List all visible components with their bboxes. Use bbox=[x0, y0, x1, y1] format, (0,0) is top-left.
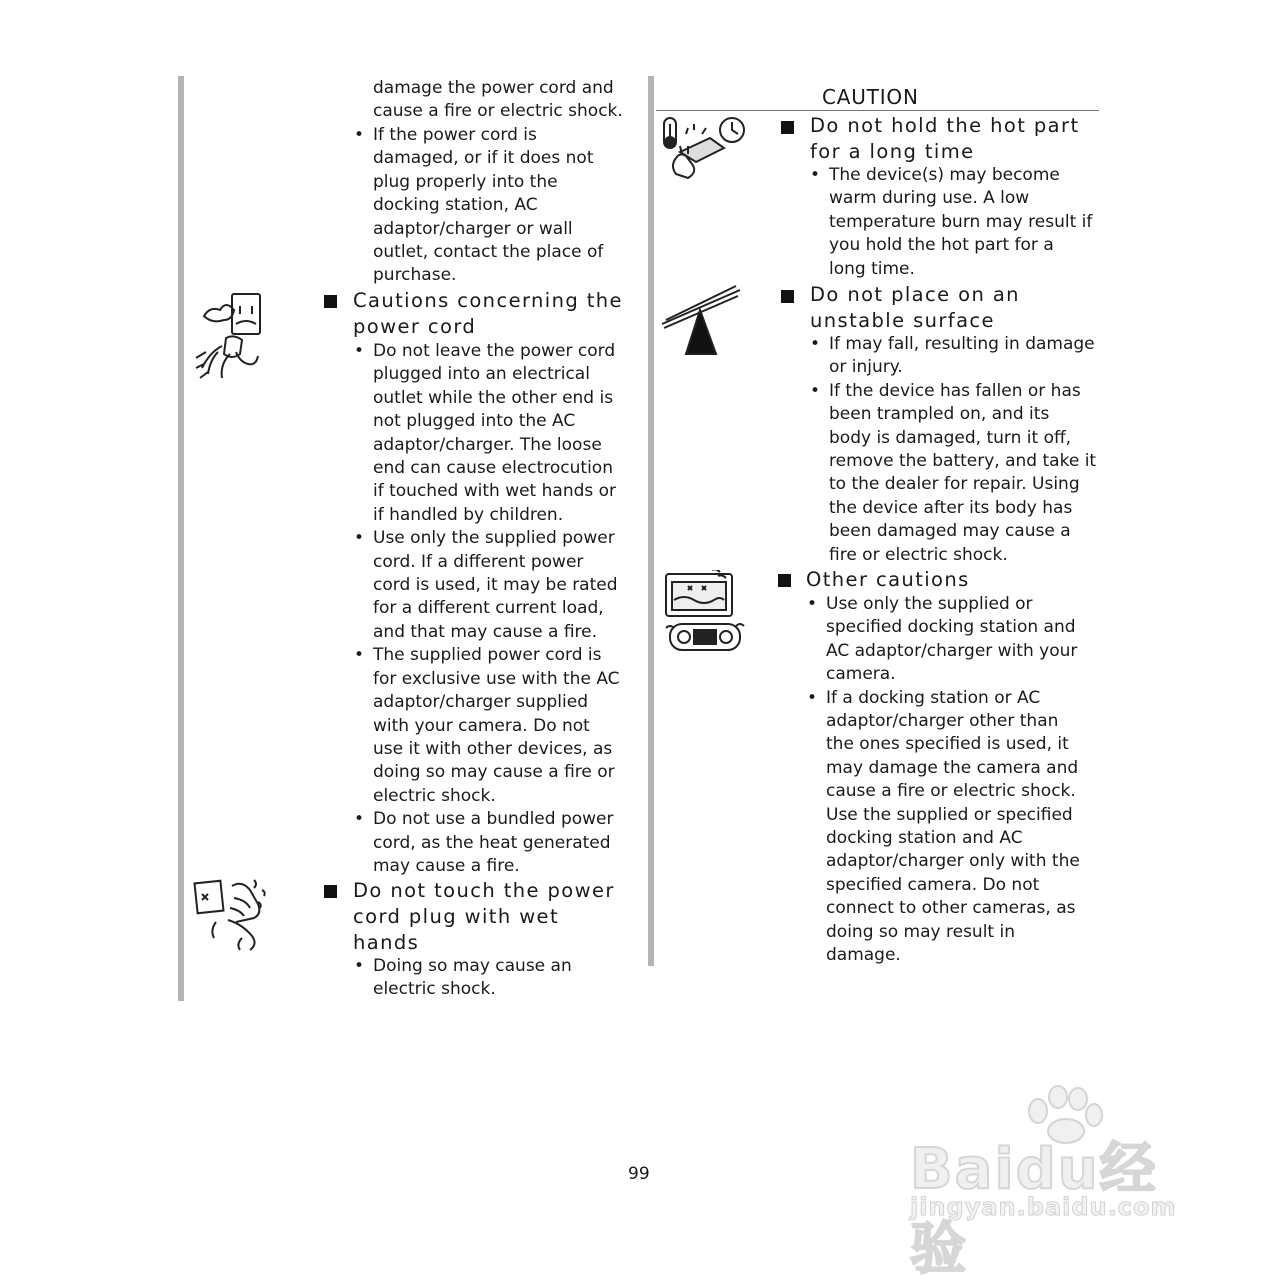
heading-line: Do not touch the power bbox=[353, 879, 615, 902]
baidu-watermark bbox=[900, 1085, 1210, 1282]
bullet-line: been trampled on, and its bbox=[829, 404, 1050, 425]
bullet-dot: • bbox=[810, 334, 821, 354]
bullet-dot: • bbox=[354, 809, 365, 830]
bullet-item bbox=[354, 527, 634, 644]
bullet-line: outlet, contact the place of bbox=[373, 242, 604, 263]
bullet-line: if touched with wet hands or bbox=[373, 481, 617, 502]
bullet-dot: • bbox=[810, 165, 821, 185]
bullet-item bbox=[810, 333, 1100, 380]
bullet-line: The supplied power cord is bbox=[373, 645, 602, 666]
caution-divider bbox=[656, 110, 1099, 111]
section-bullets bbox=[354, 955, 634, 1002]
bullet-dot: • bbox=[354, 956, 365, 976]
bullet-line: and that may cause a fire. bbox=[373, 621, 598, 642]
bullet-line: for exclusive use with the AC bbox=[373, 668, 620, 689]
bullet-line: not plugged into the AC bbox=[373, 411, 576, 432]
unstable-surface-icon bbox=[660, 284, 742, 356]
bullet-line: electric shock. bbox=[373, 979, 496, 1000]
bullet-line: plugged into an electrical bbox=[373, 364, 590, 385]
bullet-line: adaptor/charger other than bbox=[826, 711, 1059, 732]
bullet-line: If a docking station or AC bbox=[826, 687, 1041, 708]
bullet-line: adaptor/charger only with the bbox=[826, 851, 1080, 872]
text-line: cause a fire or electric shock. bbox=[373, 101, 623, 122]
heading-line: cord plug with wet bbox=[353, 905, 559, 928]
bullet-line: adaptor/charger. The loose bbox=[373, 434, 602, 455]
bullet-line: Doing so may cause an bbox=[373, 956, 572, 976]
bullet-dot: • bbox=[810, 380, 821, 401]
bullet-line: or injury. bbox=[829, 357, 903, 378]
bullet-line: adaptor/charger or wall bbox=[373, 218, 573, 239]
bullet-line: remove the battery, and take it bbox=[829, 451, 1097, 472]
bullet-dot: • bbox=[354, 528, 365, 549]
left-column-bar bbox=[178, 76, 184, 1001]
bullet-line: AC adaptor/charger with your bbox=[826, 640, 1078, 661]
bullet-line: Use only the supplied or bbox=[826, 594, 1033, 614]
heading-line: unstable surface bbox=[810, 309, 995, 332]
section-heading bbox=[806, 567, 970, 593]
bullet-line: may damage the camera and bbox=[826, 757, 1079, 778]
bullet-line: Do not use a bundled power bbox=[373, 809, 614, 830]
heading-line: Other cautions bbox=[806, 568, 970, 591]
bullet-line: Use only the supplied power bbox=[373, 528, 615, 549]
bullet-item bbox=[354, 808, 634, 878]
bullet-item bbox=[810, 164, 1100, 281]
continued-text bbox=[373, 77, 623, 124]
bullet-line: the ones specified is used, it bbox=[826, 734, 1069, 755]
heading-line: Cautions concerning the bbox=[353, 289, 623, 312]
caution-label: CAUTION bbox=[822, 85, 919, 109]
bullet-line: body is damaged, turn it off, bbox=[829, 427, 1072, 448]
bullet-dot: • bbox=[354, 125, 365, 145]
bullet-line: for a different current load, bbox=[373, 598, 604, 619]
bullet-line: cause a fire or electric shock. bbox=[826, 781, 1076, 802]
bullet-item bbox=[354, 644, 634, 808]
bullet-line: to the dealer for repair. Using bbox=[829, 474, 1080, 495]
bullet-line: fire or electric shock. bbox=[829, 544, 1008, 565]
bullet-line: camera. bbox=[826, 664, 896, 685]
bullet-line: plug properly into the bbox=[373, 171, 558, 192]
bullet-line: use it with other devices, as bbox=[373, 738, 613, 759]
bullet-line: specified docking station and bbox=[826, 617, 1076, 638]
text-line: damage the power cord and bbox=[373, 78, 614, 98]
bullet-line: electric shock. bbox=[373, 785, 496, 806]
bullet-line: may cause a fire. bbox=[373, 855, 520, 876]
bullet-dot: • bbox=[354, 341, 365, 361]
heading-line: for a long time bbox=[810, 140, 975, 163]
bullet-dot: • bbox=[354, 645, 365, 666]
bullet-line: warm during use. A low bbox=[829, 188, 1030, 209]
section-bullets bbox=[354, 340, 634, 878]
bullet-line: doing so may result in bbox=[826, 921, 1015, 942]
bullet-item bbox=[354, 124, 634, 288]
bullet-line: with your camera. Do not bbox=[373, 715, 590, 736]
section-bullets bbox=[810, 333, 1100, 567]
plug-outlet-icon bbox=[192, 288, 272, 388]
bullet-line: Use the supplied or specified bbox=[826, 804, 1073, 825]
bullet-item bbox=[810, 380, 1100, 567]
bullet-line: cord. If a different power bbox=[373, 551, 584, 572]
bullet-line: If the device has fallen or has bbox=[829, 380, 1081, 401]
bullet-line: specified camera. Do not bbox=[826, 874, 1040, 895]
bullet-line: doing so may cause a fire or bbox=[373, 762, 615, 783]
bullet-line: cord is used, it may be rated bbox=[373, 575, 618, 596]
bullet-line: Do not leave the power cord bbox=[373, 341, 616, 361]
bullet-line: the device after its body has bbox=[829, 497, 1073, 518]
section-bullets bbox=[807, 593, 1097, 968]
section-marker bbox=[781, 290, 794, 303]
bullet-line: docking station and AC bbox=[826, 828, 1023, 849]
watermark-logo: Baidu经验 bbox=[910, 1137, 1158, 1282]
bullet-line: long time. bbox=[829, 258, 915, 279]
section-heading bbox=[810, 113, 1080, 165]
section-bullets bbox=[810, 164, 1100, 281]
wet-hands-icon bbox=[192, 876, 274, 952]
bullet-line: connect to other cameras, as bbox=[826, 898, 1076, 919]
section-heading bbox=[353, 878, 615, 956]
bullet-item bbox=[354, 340, 634, 527]
bullet-line: end can cause electrocution bbox=[373, 458, 613, 479]
page-number: 99 bbox=[628, 1164, 650, 1184]
bullet-item bbox=[807, 687, 1097, 968]
bullet-line: been damaged may cause a bbox=[829, 521, 1071, 542]
bullet-item bbox=[354, 955, 634, 1002]
watermark-url: jingyan.baidu.com bbox=[910, 1193, 1177, 1221]
bullet-line: you hold the hot part for a bbox=[829, 235, 1054, 256]
section-marker bbox=[778, 574, 791, 587]
heading-line: Do not hold the hot part bbox=[810, 114, 1080, 137]
bullet-line: temperature burn may result if bbox=[829, 211, 1093, 232]
bullet-line: adaptor/charger supplied bbox=[373, 692, 588, 713]
section-heading bbox=[810, 282, 1020, 334]
bullet-line: damage. bbox=[826, 945, 901, 966]
section-heading bbox=[353, 288, 623, 340]
bullet-line: docking station, AC bbox=[373, 195, 538, 216]
damaged-devices-icon bbox=[662, 570, 748, 656]
bullet-dot: • bbox=[807, 594, 818, 614]
heading-line: Do not place on an bbox=[810, 283, 1020, 306]
bullet-line: If the power cord is bbox=[373, 125, 537, 145]
bullet-line: cord, as the heat generated bbox=[373, 832, 611, 853]
heading-line: hands bbox=[353, 931, 420, 954]
bullet-item bbox=[807, 593, 1097, 687]
hot-device-hand-icon bbox=[660, 114, 750, 180]
bullet-line: if handled by children. bbox=[373, 504, 564, 525]
right-column-bar bbox=[648, 76, 654, 966]
bullet-line: damaged, or if it does not bbox=[373, 148, 594, 169]
heading-line: power cord bbox=[353, 315, 477, 338]
section-marker bbox=[324, 885, 337, 898]
section-marker bbox=[324, 295, 337, 308]
bullet-line: The device(s) may become bbox=[829, 165, 1060, 185]
continued-bullet-list bbox=[354, 124, 634, 288]
section-marker bbox=[781, 121, 794, 134]
bullet-dot: • bbox=[807, 687, 818, 708]
bullet-line: If may fall, resulting in damage bbox=[829, 334, 1095, 354]
bullet-line: purchase. bbox=[373, 265, 457, 286]
bullet-line: outlet while the other end is bbox=[373, 387, 614, 408]
